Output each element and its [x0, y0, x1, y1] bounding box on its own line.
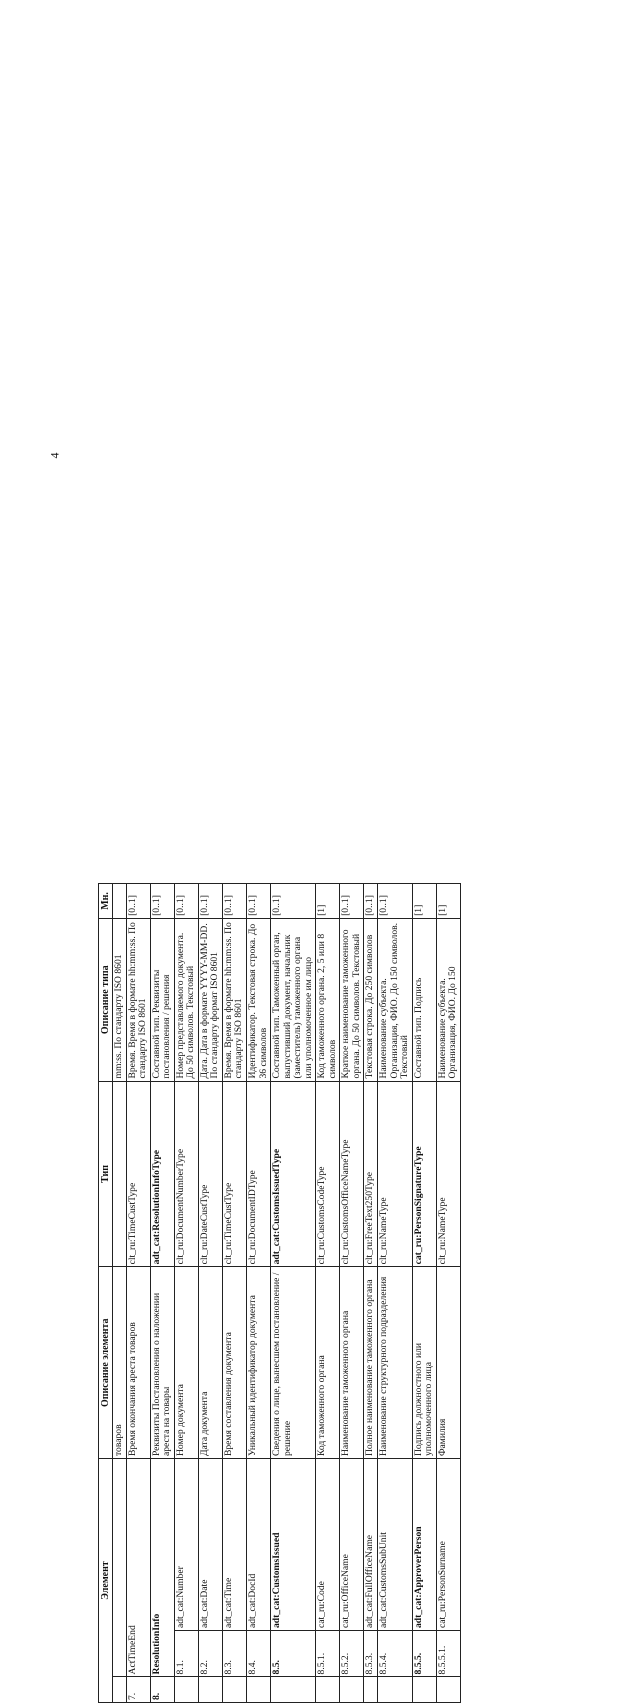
page-number: 4 — [47, 452, 62, 459]
cell-type: clt_ru:CustomsCodeType — [316, 1081, 340, 1267]
table-body — [113, 884, 461, 1703]
cell-sub: 8.5.3. — [364, 1631, 378, 1677]
table-row — [364, 884, 378, 1703]
header-type-description: Описание типа — [99, 918, 113, 1081]
cell-num: 7. — [126, 1677, 150, 1703]
cell-name: adt_cat:Time — [222, 1459, 246, 1631]
cell-name: ResolutionInfo — [150, 1459, 174, 1677]
cell-sub: 8.5.1. — [316, 1631, 340, 1677]
cell-sub: 8.5. — [271, 1631, 316, 1677]
cell-name — [113, 1459, 127, 1677]
table-row — [126, 884, 150, 1703]
cell-tdesc: Составной тип. Подпись — [412, 918, 436, 1081]
cell-sub: 8.5.5. — [412, 1631, 436, 1677]
header-element: Элемент — [99, 1459, 113, 1703]
cell-mult: [1] — [436, 884, 460, 919]
cell-type: adt_cat:ResolutionInfoType — [150, 1081, 174, 1267]
cell-tdesc: Дата. Дата в формате YYYY-MM-DD. По стандарту формат ISO 8601 — [198, 918, 222, 1081]
cell-type: clt_ru:NameType — [378, 1081, 413, 1267]
cell-mult: [0..1] — [271, 884, 316, 919]
cell-tdesc: Наименование субъекта. Организация, ФИО. До 150 — [436, 918, 460, 1081]
cell-num — [364, 1677, 378, 1703]
cell-mult: [1] — [412, 884, 436, 919]
cell-num — [113, 1677, 127, 1703]
cell-tdesc: Время. Время в формате hh:mm:ss. По стандарту ISO 8601 — [126, 918, 150, 1081]
cell-sub: 8.5.2. — [340, 1631, 364, 1677]
cell-name: adt_cat:Number — [174, 1459, 198, 1631]
cell-mult: [0..1] — [198, 884, 222, 919]
cell-mult: [0..1] — [222, 884, 246, 919]
cell-tdesc: Наименование субъекта. Организация, ФИО. До 150 символов. Текстовый — [378, 918, 413, 1081]
cell-num: 8. — [150, 1677, 174, 1703]
cell-desc: Реквизиты Постановления о наложении ареста на товары — [150, 1267, 174, 1459]
schema-table — [98, 883, 461, 1703]
cell-type: clt_ru:NameType — [436, 1081, 460, 1267]
table-header-row — [99, 884, 113, 1703]
table-row — [174, 884, 198, 1703]
cell-mult — [113, 884, 127, 919]
cell-mult: [0..1] — [150, 884, 174, 919]
cell-name: adt_cat:Date — [198, 1459, 222, 1631]
cell-mult: [0..1] — [126, 884, 150, 919]
table-row — [340, 884, 364, 1703]
cell-num — [271, 1677, 316, 1703]
cell-tdesc: Номер представляемого документа. До 50 символов. Текстовый — [174, 918, 198, 1081]
table-row — [316, 884, 340, 1703]
table-row — [198, 884, 222, 1703]
cell-num — [222, 1677, 246, 1703]
table-row — [113, 884, 127, 1703]
table-row — [222, 884, 246, 1703]
cell-type: clt_ru:TimeCustType — [222, 1081, 246, 1267]
cell-num — [316, 1677, 340, 1703]
table-row — [378, 884, 413, 1703]
cell-mult: [0..1] — [378, 884, 413, 919]
cell-desc: Уникальный идентификатор документа — [247, 1267, 271, 1459]
cell-tdesc: Составной тип. Таможенный орган, выпустивший документ, начальник (заместитель) таможенного органа или уполномоченное им лицо — [271, 918, 316, 1081]
cell-num — [198, 1677, 222, 1703]
cell-type: clt_ru:DocumentNumberType — [174, 1081, 198, 1267]
cell-tdesc: Идентификатор. Текстовая строка. До 36 символов — [247, 918, 271, 1081]
table-row — [150, 884, 174, 1703]
header-multiplicity: Мн. — [99, 884, 113, 919]
cell-name: cat_ru:PersonSurname — [436, 1459, 460, 1631]
cell-type — [113, 1081, 127, 1267]
cell-type: clt_ru:DocumentIDType — [247, 1081, 271, 1267]
cell-mult: [1] — [316, 884, 340, 919]
cell-num — [340, 1677, 364, 1703]
cell-sub: 8.5.5.1. — [436, 1631, 460, 1677]
cell-num — [436, 1677, 460, 1703]
cell-desc: товаров — [113, 1267, 127, 1459]
cell-mult: [0..1] — [340, 884, 364, 919]
header-type: Тип — [99, 1081, 113, 1267]
cell-num — [412, 1677, 436, 1703]
cell-num — [174, 1677, 198, 1703]
cell-name: cat_ru:OfficeName — [340, 1459, 364, 1631]
cell-desc: Подпись должностного или уполномоченного лица — [412, 1267, 436, 1459]
cell-num — [247, 1677, 271, 1703]
table-row — [271, 884, 316, 1703]
cell-desc: Сведения о лице, вынесшем постановление / решение — [271, 1267, 316, 1459]
cell-mult: [0..1] — [364, 884, 378, 919]
table-row — [436, 884, 460, 1703]
rotated-table-wrapper — [98, 883, 533, 1703]
header-description: Описание элемента — [99, 1267, 113, 1459]
cell-type: clt_ru:DateCustType — [198, 1081, 222, 1267]
cell-sub: 8.3. — [222, 1631, 246, 1677]
cell-type: clt_ru:TimeCustType — [126, 1081, 150, 1267]
cell-sub: 8.4. — [247, 1631, 271, 1677]
cell-desc: Фамилия — [436, 1267, 460, 1459]
cell-tdesc: Текстовая строка. До 250 символов — [364, 918, 378, 1081]
cell-name: ActTimeEnd — [126, 1459, 150, 1677]
cell-sub: 8.2. — [198, 1631, 222, 1677]
cell-name: adt_cat:ApproverPerson — [412, 1459, 436, 1631]
cell-tdesc: Краткое наименование таможенного органа. До 50 символов. Текстовый — [340, 918, 364, 1081]
cell-desc: Код таможенного органа — [316, 1267, 340, 1459]
cell-type: clt_ru:FreeText250Type — [364, 1081, 378, 1267]
cell-tdesc: Время. Время в формате hh:mm:ss. По стандарту ISO 8601 — [222, 918, 246, 1081]
cell-desc: Дата документа — [198, 1267, 222, 1459]
cell-desc: Наименование таможенного органа — [340, 1267, 364, 1459]
cell-type: clt_ru:CustomsOfficeNameType — [340, 1081, 364, 1267]
cell-type: adt_cat:CustomsIssuedType — [271, 1081, 316, 1267]
cell-name: adt_cat:CustomsSubUnit — [378, 1459, 413, 1631]
cell-num — [378, 1677, 413, 1703]
cell-mult: [0..1] — [174, 884, 198, 919]
cell-tdesc: Код таможенного органа. 2, 5 или 8 символов — [316, 918, 340, 1081]
cell-name: adt_cat:CustomsIssued — [271, 1459, 316, 1631]
cell-tdesc: Составной тип. Реквизиты постановления / решения — [150, 918, 174, 1081]
cell-type: cat_ru:PersonSignatureType — [412, 1081, 436, 1267]
cell-desc: Номер документа — [174, 1267, 198, 1459]
table-row — [412, 884, 436, 1703]
cell-name: adt_cat:FullOfficeName — [364, 1459, 378, 1631]
cell-sub: 8.5.4. — [378, 1631, 413, 1677]
cell-desc: Время составления документа — [222, 1267, 246, 1459]
cell-name: adt_cat:DocId — [247, 1459, 271, 1631]
cell-name: cat_ru:Code — [316, 1459, 340, 1631]
table-row — [247, 884, 271, 1703]
cell-sub: 8.1. — [174, 1631, 198, 1677]
cell-tdesc: mm:ss. По стандарту ISO 8601 — [113, 918, 127, 1081]
cell-desc: Время окончания ареста товаров — [126, 1267, 150, 1459]
cell-mult: [0..1] — [247, 884, 271, 919]
cell-desc: Наименование структурного подразделения — [378, 1267, 413, 1459]
cell-desc: Полное наименование таможенного органа — [364, 1267, 378, 1459]
